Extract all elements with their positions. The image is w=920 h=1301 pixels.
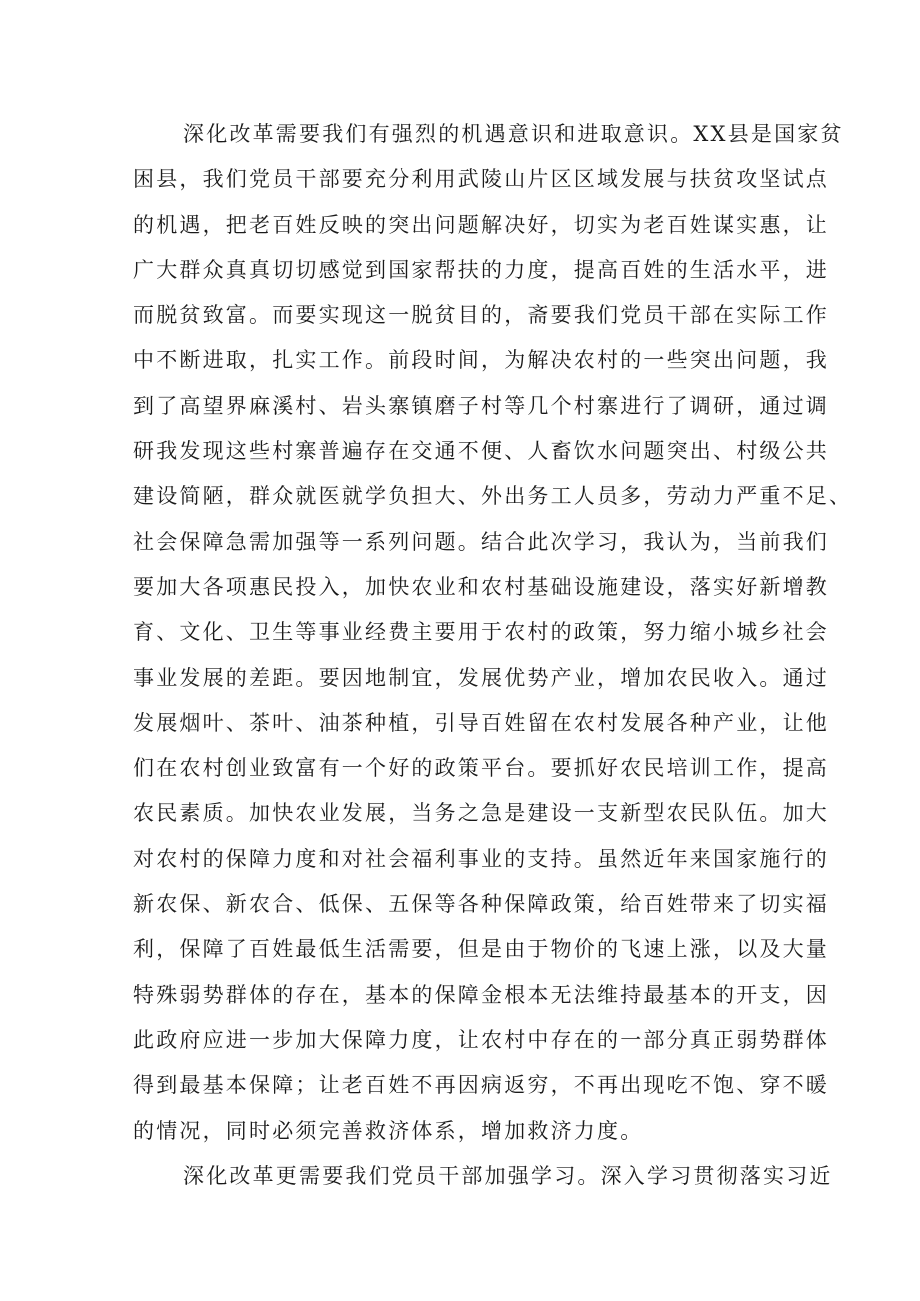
paragraph-2 — [133, 1154, 833, 1199]
paragraph-line: 广大群众真真切切感觉到国家帮扶的力度，提高百姓的生活水平，进 — [133, 257, 829, 282]
paragraph-line: 深化改革需要我们有强烈的机遇意识和进取意识。XX县是国家贫 — [183, 122, 844, 146]
paragraph-line: 到了高望界麻溪村、岩头寨镇磨子村等几个村寨进行了调研，通过调 — [133, 393, 829, 418]
paragraph-line: 社会保障急需加强等一系列问题。结合此次学习，我认为，当前我们 — [133, 529, 829, 554]
body-text — [133, 112, 853, 1199]
paragraph-line: 此政府应进一步加大保障力度，让农村中存在的一部分真正弱势群体 — [133, 1027, 829, 1052]
paragraph-line: 育、文化、卫生等事业经费主要用于农村的政策，努力缩小城乡社会 — [133, 620, 829, 645]
paragraph-line: 们在农村创业致富有一个好的政策平台。要抓好农民培训工作，提高 — [133, 756, 829, 781]
paragraph-1 — [133, 112, 853, 1154]
paragraph-line: 农民素质。加快农业发展，当务之急是建设一支新型农民队伍。加大 — [133, 801, 829, 826]
paragraph-line: 要加大各项惠民投入，加快农业和农村基础设施建设，落实好新增教 — [133, 574, 829, 599]
paragraph-line: 中不断进取，扎实工作。前段时间，为解决农村的一些突出问题，我 — [133, 348, 829, 373]
paragraph-line: 而脱贫致富。而要实现这一脱贫目的，斋要我们党员干部在实际工作 — [133, 303, 829, 328]
paragraph-line: 发展烟叶、茶叶、油茶种植，引导百姓留在农村发展各种产业，让他 — [133, 710, 829, 735]
paragraph-line: 的情况，同时必须完善救济体系，增加救济力度。 — [133, 1118, 644, 1143]
paragraph-line: 事业发展的差距。要因地制宜，发展优势产业，增加农民收入。通过 — [133, 665, 829, 690]
paragraph-line: 的机遇，把老百姓反映的突出问题解决好，切实为老百姓谋实惠，让 — [133, 212, 829, 237]
paragraph-line: 研我发现这些村寨普遍存在交通不便、人畜饮水问题突出、村级公共 — [133, 439, 829, 464]
paragraph-line: 特殊弱势群体的存在，基本的保障金根本无法维持最基本的开支，因 — [133, 982, 829, 1007]
paragraph-line: 困县，我们党员干部要充分利用武陵山片区区域发展与扶贫攻坚试点 — [133, 167, 829, 192]
paragraph-line: 对农村的保障力度和对社会福利事业的支持。虽然近年来国家施行的 — [133, 846, 829, 871]
paragraph-line: 深化改革更需要我们党员干部加强学习。深入学习贯彻落实习近 — [183, 1163, 833, 1188]
paragraph-line: 利，保障了百姓最低生活需要，但是由于物价的飞速上涨，以及大量 — [133, 937, 829, 962]
paragraph-line: 建设简陋，群众就医就学负担大、外出务工人员多，劳动力严重不足、 — [133, 484, 853, 509]
paragraph-line: 新农保、新农合、低保、五保等各种保障政策，给百姓带来了切实福 — [133, 892, 829, 917]
paragraph-line: 得到最基本保障；让老百姓不再因病返穷，不再出现吃不饱、穿不暖 — [133, 1073, 829, 1098]
